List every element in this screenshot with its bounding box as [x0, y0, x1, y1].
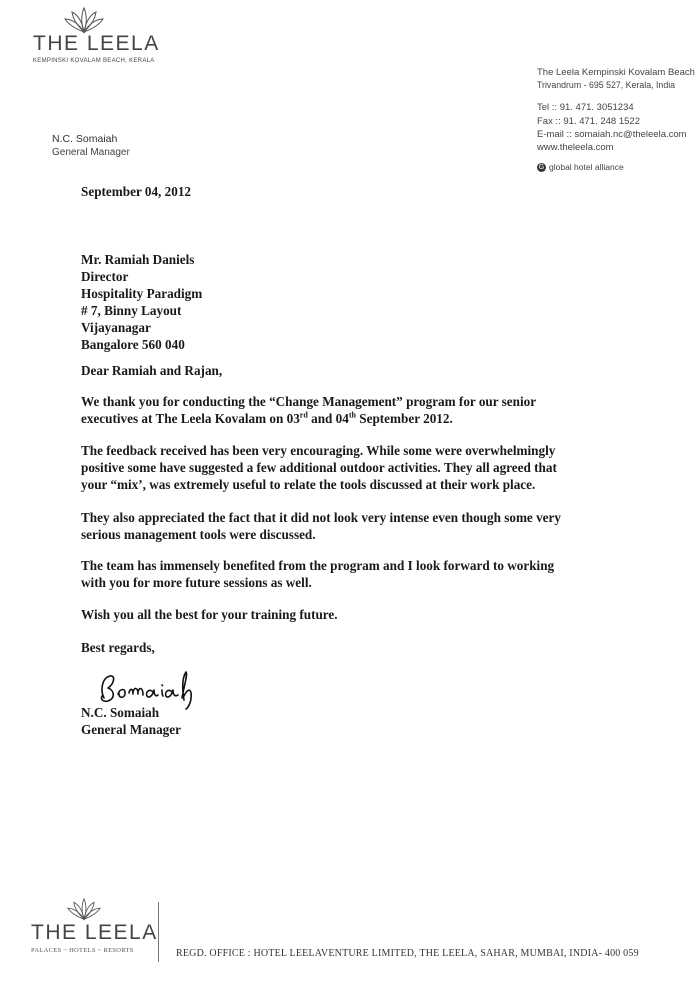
letter-date: September 04, 2012 [81, 184, 192, 199]
paragraph-1 [81, 393, 617, 427]
paragraph-line: They also appreciated the fact that it did not look very intense even though some very [81, 510, 561, 525]
website-line: www.theleela.com [537, 142, 614, 153]
signer-block [81, 704, 617, 738]
global-hotel-alliance [537, 162, 624, 172]
footer-brand-subtitle: PALACES ~ HOTELS ~ RESORTS [31, 947, 134, 954]
footer-divider [158, 902, 159, 962]
paragraph-2 [81, 442, 617, 493]
leela-logo-icon [64, 6, 104, 34]
leela-footer-logo-icon [67, 897, 101, 921]
brand-name: THE LEELA [33, 32, 160, 55]
paragraph-line: with you for more future sessions as well. [81, 575, 312, 590]
paragraph-5: Wish you all the best for your training future. [81, 607, 338, 622]
paragraph-4 [81, 557, 617, 591]
recipient-line: Vijayanagar [81, 320, 151, 335]
brand-subtitle: KEMPINSKI KOVALAM BEACH, KERALA [33, 58, 155, 64]
sender-name: N.C. Somaiah [52, 133, 118, 145]
recipient-block [81, 251, 617, 353]
paragraph-line: serious management tools were discussed. [81, 527, 316, 542]
recipient-line: Bangalore 560 040 [81, 337, 185, 352]
registered-office: REGD. OFFICE : HOTEL LEELAVENTURE LIMITED, THE LEELA, SAHAR, MUMBAI, INDIA- 400 059 [176, 948, 639, 959]
paragraph-line: The feedback received has been very encouraging. While some were overwhelmingly [81, 443, 556, 458]
paragraph-line: The team has immensely benefited from the program and I look forward to working [81, 558, 555, 573]
email-line: E-mail :: somaiah.nc@theleela.com [537, 129, 687, 140]
closing: Best regards, [81, 640, 155, 655]
paragraph-line: positive some have suggested a few additional outdoor activities. They all agreed that [81, 460, 557, 475]
paragraph-line: executives at The Leela Kovalam on 03rd and 04th September 2012. [81, 410, 453, 426]
address-line: The Leela Kempinski Kovalam Beach [537, 67, 695, 78]
paragraph-line: We thank you for conducting the “Change Management” program for our senior [81, 394, 537, 409]
fax-line: Fax :: 91. 471. 248 1522 [537, 116, 640, 127]
phone-line: Tel :: 91. 471. 3051234 [537, 102, 634, 113]
alliance-icon: G [538, 163, 545, 171]
recipient-line: # 7, Binny Layout [81, 303, 182, 318]
sender-title: General Manager [52, 147, 130, 158]
recipient-line: Director [81, 269, 129, 284]
footer-brand: THE LEELA [31, 921, 158, 944]
recipient-line: Hospitality Paradigm [81, 286, 203, 301]
signer-name: N.C. Somaiah [81, 705, 160, 720]
signer-title: General Manager [81, 722, 181, 737]
salutation: Dear Ramiah and Rajan, [81, 363, 223, 378]
paragraph-3 [81, 509, 617, 543]
address-line: Trivandrum - 695 527, Kerala, India [537, 80, 676, 90]
recipient-line: Mr. Ramiah Daniels [81, 252, 195, 267]
alliance-label: global hotel alliance [549, 162, 624, 172]
paragraph-line: your “mix’, was extremely useful to relate the tools discussed at their work place. [81, 477, 536, 492]
